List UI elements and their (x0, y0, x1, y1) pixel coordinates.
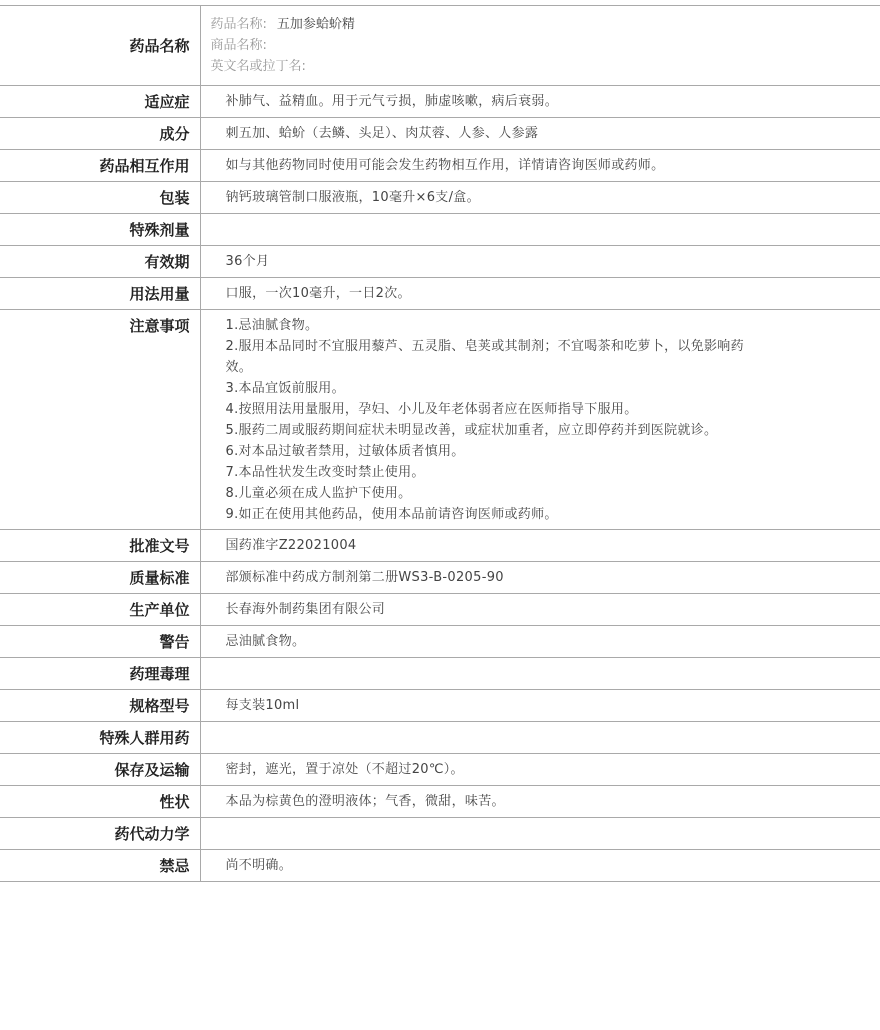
row-label: 药品名称 (129, 36, 190, 55)
generic-name-label: 药品名称: (210, 17, 267, 32)
row-label: 警告 (159, 633, 190, 651)
row-contraindications (0, 850, 880, 882)
value-cell (200, 118, 880, 150)
value-cell (200, 530, 880, 562)
list-item: 效。 (225, 360, 253, 375)
row-indications (0, 86, 880, 118)
label-cell (0, 626, 200, 658)
row-label: 生产单位 (129, 601, 190, 619)
list-item: 8.儿童必须在成人监护下使用。 (225, 486, 412, 501)
row-description (0, 786, 880, 818)
value-cell (200, 722, 880, 754)
row-value (226, 722, 781, 732)
row-label: 包装 (159, 189, 190, 207)
label-cell (0, 786, 200, 818)
label-cell (0, 246, 200, 278)
value-cell (200, 278, 880, 310)
value-cell (200, 310, 880, 530)
row-label: 特殊剂量 (129, 221, 190, 239)
label-cell (0, 86, 200, 118)
row-value: 国药准字Z22021004 (225, 538, 357, 553)
row-label: 注意事项 (129, 317, 190, 335)
value-cell (200, 6, 880, 86)
row-label: 禁忌 (159, 857, 190, 875)
list-item: 7.本品性状发生改变时禁止使用。 (225, 465, 425, 480)
row-approval-number (0, 530, 880, 562)
value-cell (200, 86, 880, 118)
row-label: 保存及运输 (114, 761, 190, 779)
value-cell (200, 626, 880, 658)
value-cell (200, 690, 880, 722)
label-cell (0, 594, 200, 626)
value-cell (200, 818, 880, 850)
row-label: 特殊人群用药 (99, 729, 190, 747)
label-cell (0, 310, 200, 530)
precautions-list (226, 310, 781, 529)
row-value: 刺五加、蛤蚧（去鳞、头足）、肉苁蓉、人参、人参露 (225, 126, 539, 141)
row-packaging (0, 182, 880, 214)
list-item: 1.忌油腻食物。 (225, 318, 319, 333)
drug-spec-table (0, 5, 880, 882)
row-manufacturer (0, 594, 880, 626)
label-cell (0, 150, 200, 182)
value-cell (200, 754, 880, 786)
row-label: 药品相互作用 (99, 157, 190, 175)
label-cell (0, 754, 200, 786)
label-cell (0, 214, 200, 246)
row-warning (0, 626, 880, 658)
value-cell (200, 182, 880, 214)
generic-name-value: 五加参蛤蚧精 (276, 17, 355, 32)
row-specification (0, 690, 880, 722)
row-label: 适应症 (144, 93, 190, 111)
row-value: 忌油腻食物。 (225, 634, 306, 649)
row-drug-name (0, 6, 880, 86)
row-label: 成分 (159, 125, 190, 143)
row-value: 每支装10ml (225, 698, 300, 713)
row-label: 规格型号 (129, 697, 190, 715)
row-label: 质量标准 (129, 569, 190, 587)
row-value: 密封，遮光，置于凉处（不超过20℃）。 (225, 762, 464, 777)
row-label: 批准文号 (129, 537, 190, 555)
list-item: 3.本品宜饭前服用。 (225, 381, 345, 396)
row-value: 本品为棕黄色的澄明液体；气香，微甜，味苦。 (225, 794, 505, 809)
label-cell (0, 278, 200, 310)
list-item: 4.按照用法用量服用，孕妇、小儿及年老体弱者应在医师指导下服用。 (225, 402, 638, 417)
label-cell (0, 6, 200, 86)
row-value (226, 214, 781, 224)
value-cell (200, 150, 880, 182)
list-item: 9.如正在使用其他药品，使用本品前请咨询医师或药师。 (225, 507, 558, 522)
row-pharmacokinetics (0, 818, 880, 850)
label-cell (0, 182, 200, 214)
row-label: 药代动力学 (114, 825, 190, 843)
row-interactions (0, 150, 880, 182)
value-cell (200, 594, 880, 626)
row-label: 有效期 (144, 253, 190, 271)
value-cell (200, 246, 880, 278)
value-cell (200, 214, 880, 246)
row-shelf-life (0, 246, 880, 278)
label-cell (0, 690, 200, 722)
row-value (226, 658, 781, 668)
row-quality-standard (0, 562, 880, 594)
label-cell (0, 530, 200, 562)
row-value: 部颁标准中药成方制剂第二册WS3-B-0205-90 (225, 570, 504, 585)
value-cell (200, 658, 880, 690)
row-special-dosage (0, 214, 880, 246)
row-precautions (0, 310, 880, 530)
row-value: 补肺气、益精血。用于元气亏损，肺虚咳嗽，病后衰弱。 (225, 94, 559, 109)
row-value: 如与其他药物同时使用可能会发生药物相互作用，详情请咨询医师或药师。 (225, 158, 665, 173)
row-storage (0, 754, 880, 786)
row-value: 尚不明确。 (225, 858, 293, 873)
row-value: 长春海外制药集团有限公司 (225, 602, 386, 617)
label-cell (0, 818, 200, 850)
generic-name-line (211, 14, 781, 35)
label-cell (0, 658, 200, 690)
trade-name-label: 商品名称: (210, 38, 267, 53)
list-item: 5.服药二周或服药期间症状未明显改善，或症状加重者，应立即停药并到医院就诊。 (225, 423, 718, 438)
list-item: 6.对本品过敏者禁用，过敏体质者慎用。 (225, 444, 465, 459)
row-special-population (0, 722, 880, 754)
value-cell (200, 562, 880, 594)
drug-name-lines (211, 6, 781, 85)
english-name-label: 英文名或拉丁名: (210, 59, 306, 74)
value-cell (200, 786, 880, 818)
row-usage (0, 278, 880, 310)
row-value (226, 818, 781, 828)
row-ingredients (0, 118, 880, 150)
row-value: 口服，一次10毫升，一日2次。 (225, 286, 411, 301)
row-value: 钠钙玻璃管制口服液瓶，10毫升×6支/盒。 (225, 190, 480, 205)
row-label: 用法用量 (129, 285, 190, 303)
row-value: 36个月 (225, 254, 270, 269)
list-item: 2.服用本品同时不宜服用藜芦、五灵脂、皂荚或其制剂；不宜喝茶和吃萝卜，以免影响药 (225, 339, 744, 354)
row-label: 性状 (159, 793, 190, 811)
label-cell (0, 562, 200, 594)
value-cell (200, 850, 880, 882)
row-label: 药理毒理 (129, 665, 190, 683)
label-cell (0, 118, 200, 150)
label-cell (0, 722, 200, 754)
label-cell (0, 850, 200, 882)
row-toxicology (0, 658, 880, 690)
